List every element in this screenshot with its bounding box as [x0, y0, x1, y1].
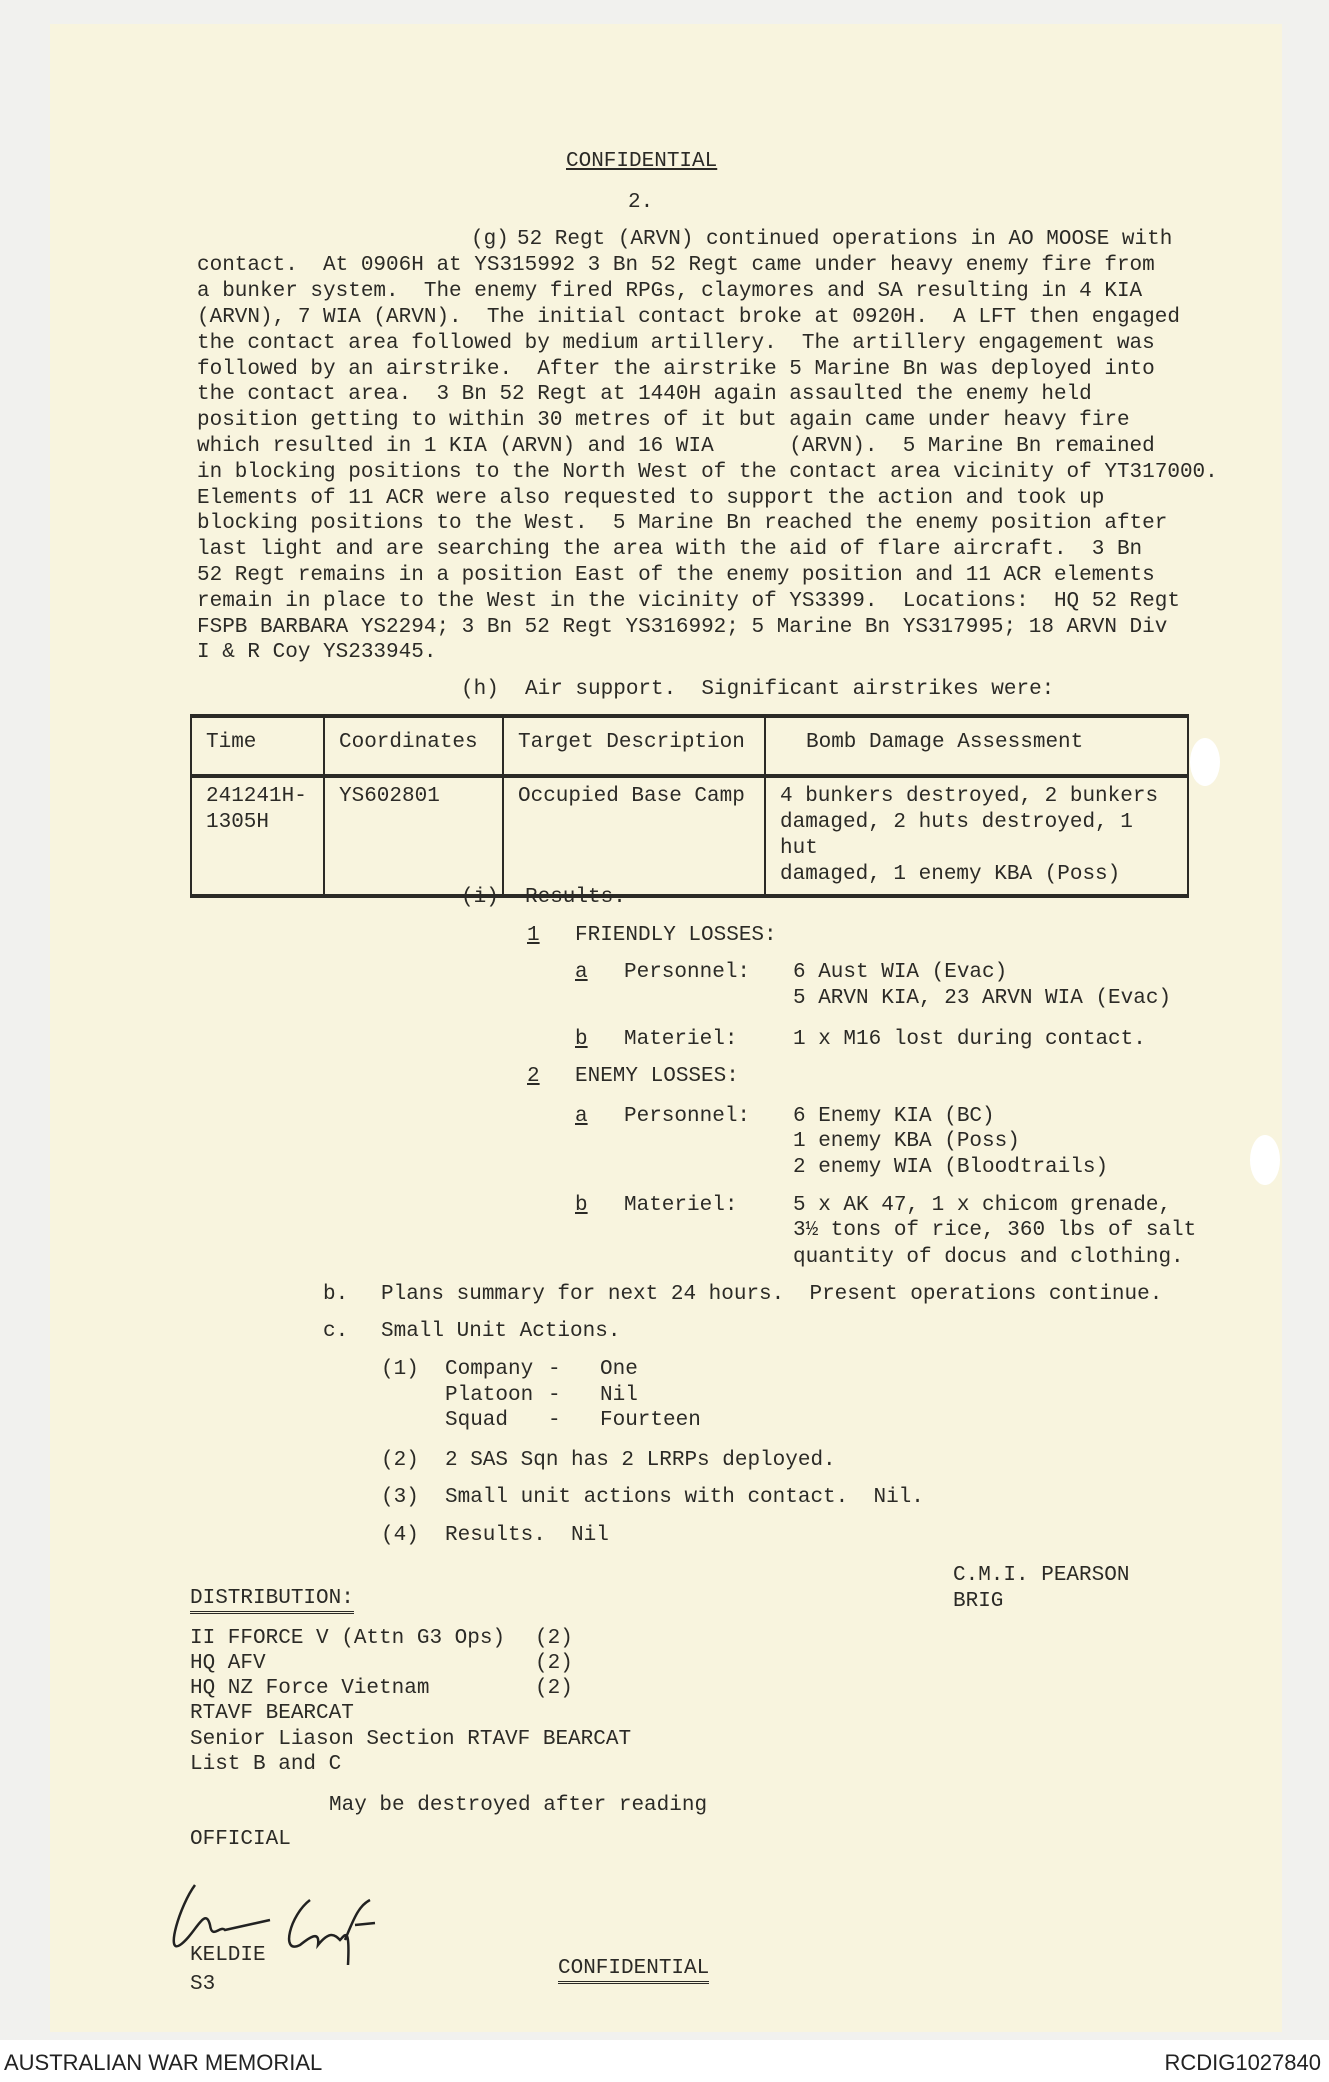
sua-row-value: One [600, 1358, 638, 1381]
para-g-line: last light and are searching the area with the aid of flare aircraft. 3 Bn [197, 538, 1143, 561]
para-i-label: (i) [461, 886, 499, 909]
enemy-personnel-line: 1 enemy KBA (Poss) [793, 1130, 1020, 1153]
para-g-line: contact. At 0906H at YS315992 3 Bn 52 Regt came under heavy enemy fire from [197, 254, 1155, 277]
sua-row-dash: - [548, 1409, 561, 1432]
header-target-description: Target Description [503, 716, 765, 776]
distribution-item: HQ AFV [190, 1652, 266, 1675]
friendly-title: FRIENDLY LOSSES: [575, 924, 777, 947]
enemy-title: ENEMY LOSSES: [575, 1065, 739, 1088]
para-g-line: the contact area. 3 Bn 52 Regt at 1440H again assaulted the enemy held [197, 383, 1092, 406]
official-label: OFFICIAL [190, 1828, 291, 1851]
enemy-personnel-label: Personnel: [624, 1105, 751, 1128]
para-b-label: b. [323, 1283, 349, 1306]
distribution-item: RTAVF BEARCAT [190, 1702, 354, 1725]
para-g-line: position getting to within 30 metres of it but again came under heavy fire [197, 409, 1130, 432]
sua-item-num: (4) [381, 1524, 419, 1547]
sua-row-value: Nil [600, 1384, 638, 1407]
sua-item-text: Results. Nil [445, 1524, 609, 1547]
friendly-num: 1 [527, 924, 540, 947]
friendly-personnel-line: 6 Aust WIA (Evac) [793, 961, 1008, 984]
archive-reference: RCDIG1027840 [1164, 2050, 1321, 2075]
para-g-line: a bunker system. The enemy fired RPGs, claymores and SA resulting in 4 KIA [197, 280, 1143, 303]
para-g-line: I & R Coy YS233945. [197, 641, 437, 664]
header-coordinates: Coordinates [324, 716, 503, 776]
para-c-label: c. [323, 1320, 349, 1343]
sua-row-dash: - [548, 1358, 561, 1381]
enemy-materiel-line: 5 x AK 47, 1 x chicom grenade, [793, 1194, 1172, 1217]
enemy-materiel-line: quantity of docus and clothing. [793, 1246, 1184, 1269]
archive-name: AUSTRALIAN WAR MEMORIAL [4, 2050, 323, 2075]
destroy-note: May be destroyed after reading [329, 1794, 708, 1817]
enemy-personnel-line: 2 enemy WIA (Bloodtrails) [793, 1156, 1109, 1179]
punch-hole [1190, 738, 1220, 786]
archive-footer [0, 2040, 1329, 2082]
header-time: Time [191, 716, 324, 776]
cell-target: Occupied Base Camp [503, 776, 765, 896]
para-g-line: followed by an airstrike. After the airstrike 5 Marine Bn was deployed into [197, 358, 1155, 381]
para-g-label: (g) [471, 228, 509, 251]
enemy-personnel-line: 6 Enemy KIA (BC) [793, 1105, 995, 1128]
distribution-item: HQ NZ Force Vietnam [190, 1677, 430, 1700]
enemy-personnel-letter: a [575, 1105, 588, 1128]
sua-item-text: 2 SAS Sqn has 2 LRRPs deployed. [445, 1449, 836, 1472]
sua-row-dash: - [548, 1384, 561, 1407]
sua-item-num: (3) [381, 1486, 419, 1509]
para-c-text: Small Unit Actions. [381, 1320, 621, 1343]
enemy-materiel-letter: b [575, 1194, 588, 1217]
distribution-copies: (2) [535, 1677, 573, 1700]
page-number: 2. [628, 191, 654, 214]
cell-coordinates: YS602801 [324, 776, 503, 896]
distribution-item: List B and C [190, 1753, 342, 1776]
para-g-line: blocking positions to the West. 5 Marine Bn reached the enemy position after [197, 512, 1168, 535]
distribution-title: DISTRIBUTION: [190, 1587, 354, 1614]
enemy-materiel-label: Materiel: [624, 1194, 738, 1217]
para-g-line: the contact area followed by medium artillery. The artillery engagement was [197, 332, 1155, 355]
para-g-line: (ARVN), 7 WIA (ARVN). The initial contact broke at 0920H. A LFT then engaged [197, 306, 1180, 329]
sua-row-label: Platoon [445, 1384, 534, 1407]
sua-row-value: Fourteen [600, 1409, 701, 1432]
sua-row-label: Squad [445, 1409, 509, 1432]
signatory-rank: BRIG [953, 1590, 1004, 1613]
classification-header: CONFIDENTIAL [566, 150, 718, 173]
sua-item-num: (2) [381, 1449, 419, 1472]
para-g-line: in blocking positions to the North West of the contact area vicinity of YT317000. [197, 461, 1218, 484]
para-g-line: 52 Regt (ARVN) continued operations in AO MOOSE with [517, 228, 1173, 251]
official-name: KELDIE [190, 1944, 266, 1967]
official-role: S3 [190, 1973, 216, 1996]
enemy-num: 2 [527, 1065, 540, 1088]
para-i-text: Results. [525, 886, 626, 909]
para-g-line: which resulted in 1 KIA (ARVN) and 16 WIA (ARVN). 5 Marine Bn remained [197, 435, 1155, 458]
para-g-line: remain in place to the West in the vicinity of YS3399. Locations: HQ 52 Regt [197, 590, 1180, 613]
cell-time: 241241H- 1305H [191, 776, 324, 896]
distribution-item: II FFORCE V (Attn G3 Ops) [190, 1627, 506, 1650]
friendly-materiel-label: Materiel: [624, 1028, 738, 1051]
friendly-materiel-line: 1 x M16 lost during contact. [793, 1028, 1146, 1051]
table-header-row [191, 716, 1188, 776]
friendly-personnel-label: Personnel: [624, 961, 751, 984]
para-b-text: Plans summary for next 24 hours. Present operations continue. [381, 1283, 1163, 1306]
para-h-label: (h) [461, 678, 499, 701]
para-g-line: FSPB BARBARA YS2294; 3 Bn 52 Regt YS316992; 5 Marine Bn YS317995; 18 ARVN Div [197, 616, 1168, 639]
distribution-item: Senior Liason Section RTAVF BEARCAT [190, 1728, 632, 1751]
distribution-copies: (2) [535, 1652, 573, 1675]
classification-footer: CONFIDENTIAL [558, 1957, 709, 1984]
airstrike-table [190, 714, 1189, 898]
punch-hole [1250, 1135, 1280, 1185]
signatory-name: C.M.I. PEARSON [953, 1564, 1130, 1587]
friendly-personnel-letter: a [575, 961, 588, 984]
cell-bda: 4 bunkers destroyed, 2 bunkers damaged, 2 huts destroyed, 1 hut damaged, 1 enemy KBA (Poss) [765, 776, 1188, 896]
sua-item-text: Small unit actions with contact. Nil. [445, 1486, 924, 1509]
friendly-materiel-letter: b [575, 1028, 588, 1051]
distribution-copies: (2) [535, 1627, 573, 1650]
para-g-line: Elements of 11 ACR were also requested to support the action and took up [197, 487, 1105, 510]
header-bda: Bomb Damage Assessment [765, 716, 1188, 776]
para-h-text: Air support. Significant airstrikes were: [525, 678, 1055, 701]
para-g-line: 52 Regt remains in a position East of the enemy position and 11 ACR elements [197, 564, 1155, 587]
table-row [191, 776, 1188, 896]
enemy-materiel-line: 3½ tons of rice, 360 lbs of salt [793, 1219, 1197, 1242]
sua-item-num: (1) [381, 1358, 419, 1381]
sua-row-label: Company [445, 1358, 534, 1381]
friendly-personnel-line: 5 ARVN KIA, 23 ARVN WIA (Evac) [793, 987, 1172, 1010]
